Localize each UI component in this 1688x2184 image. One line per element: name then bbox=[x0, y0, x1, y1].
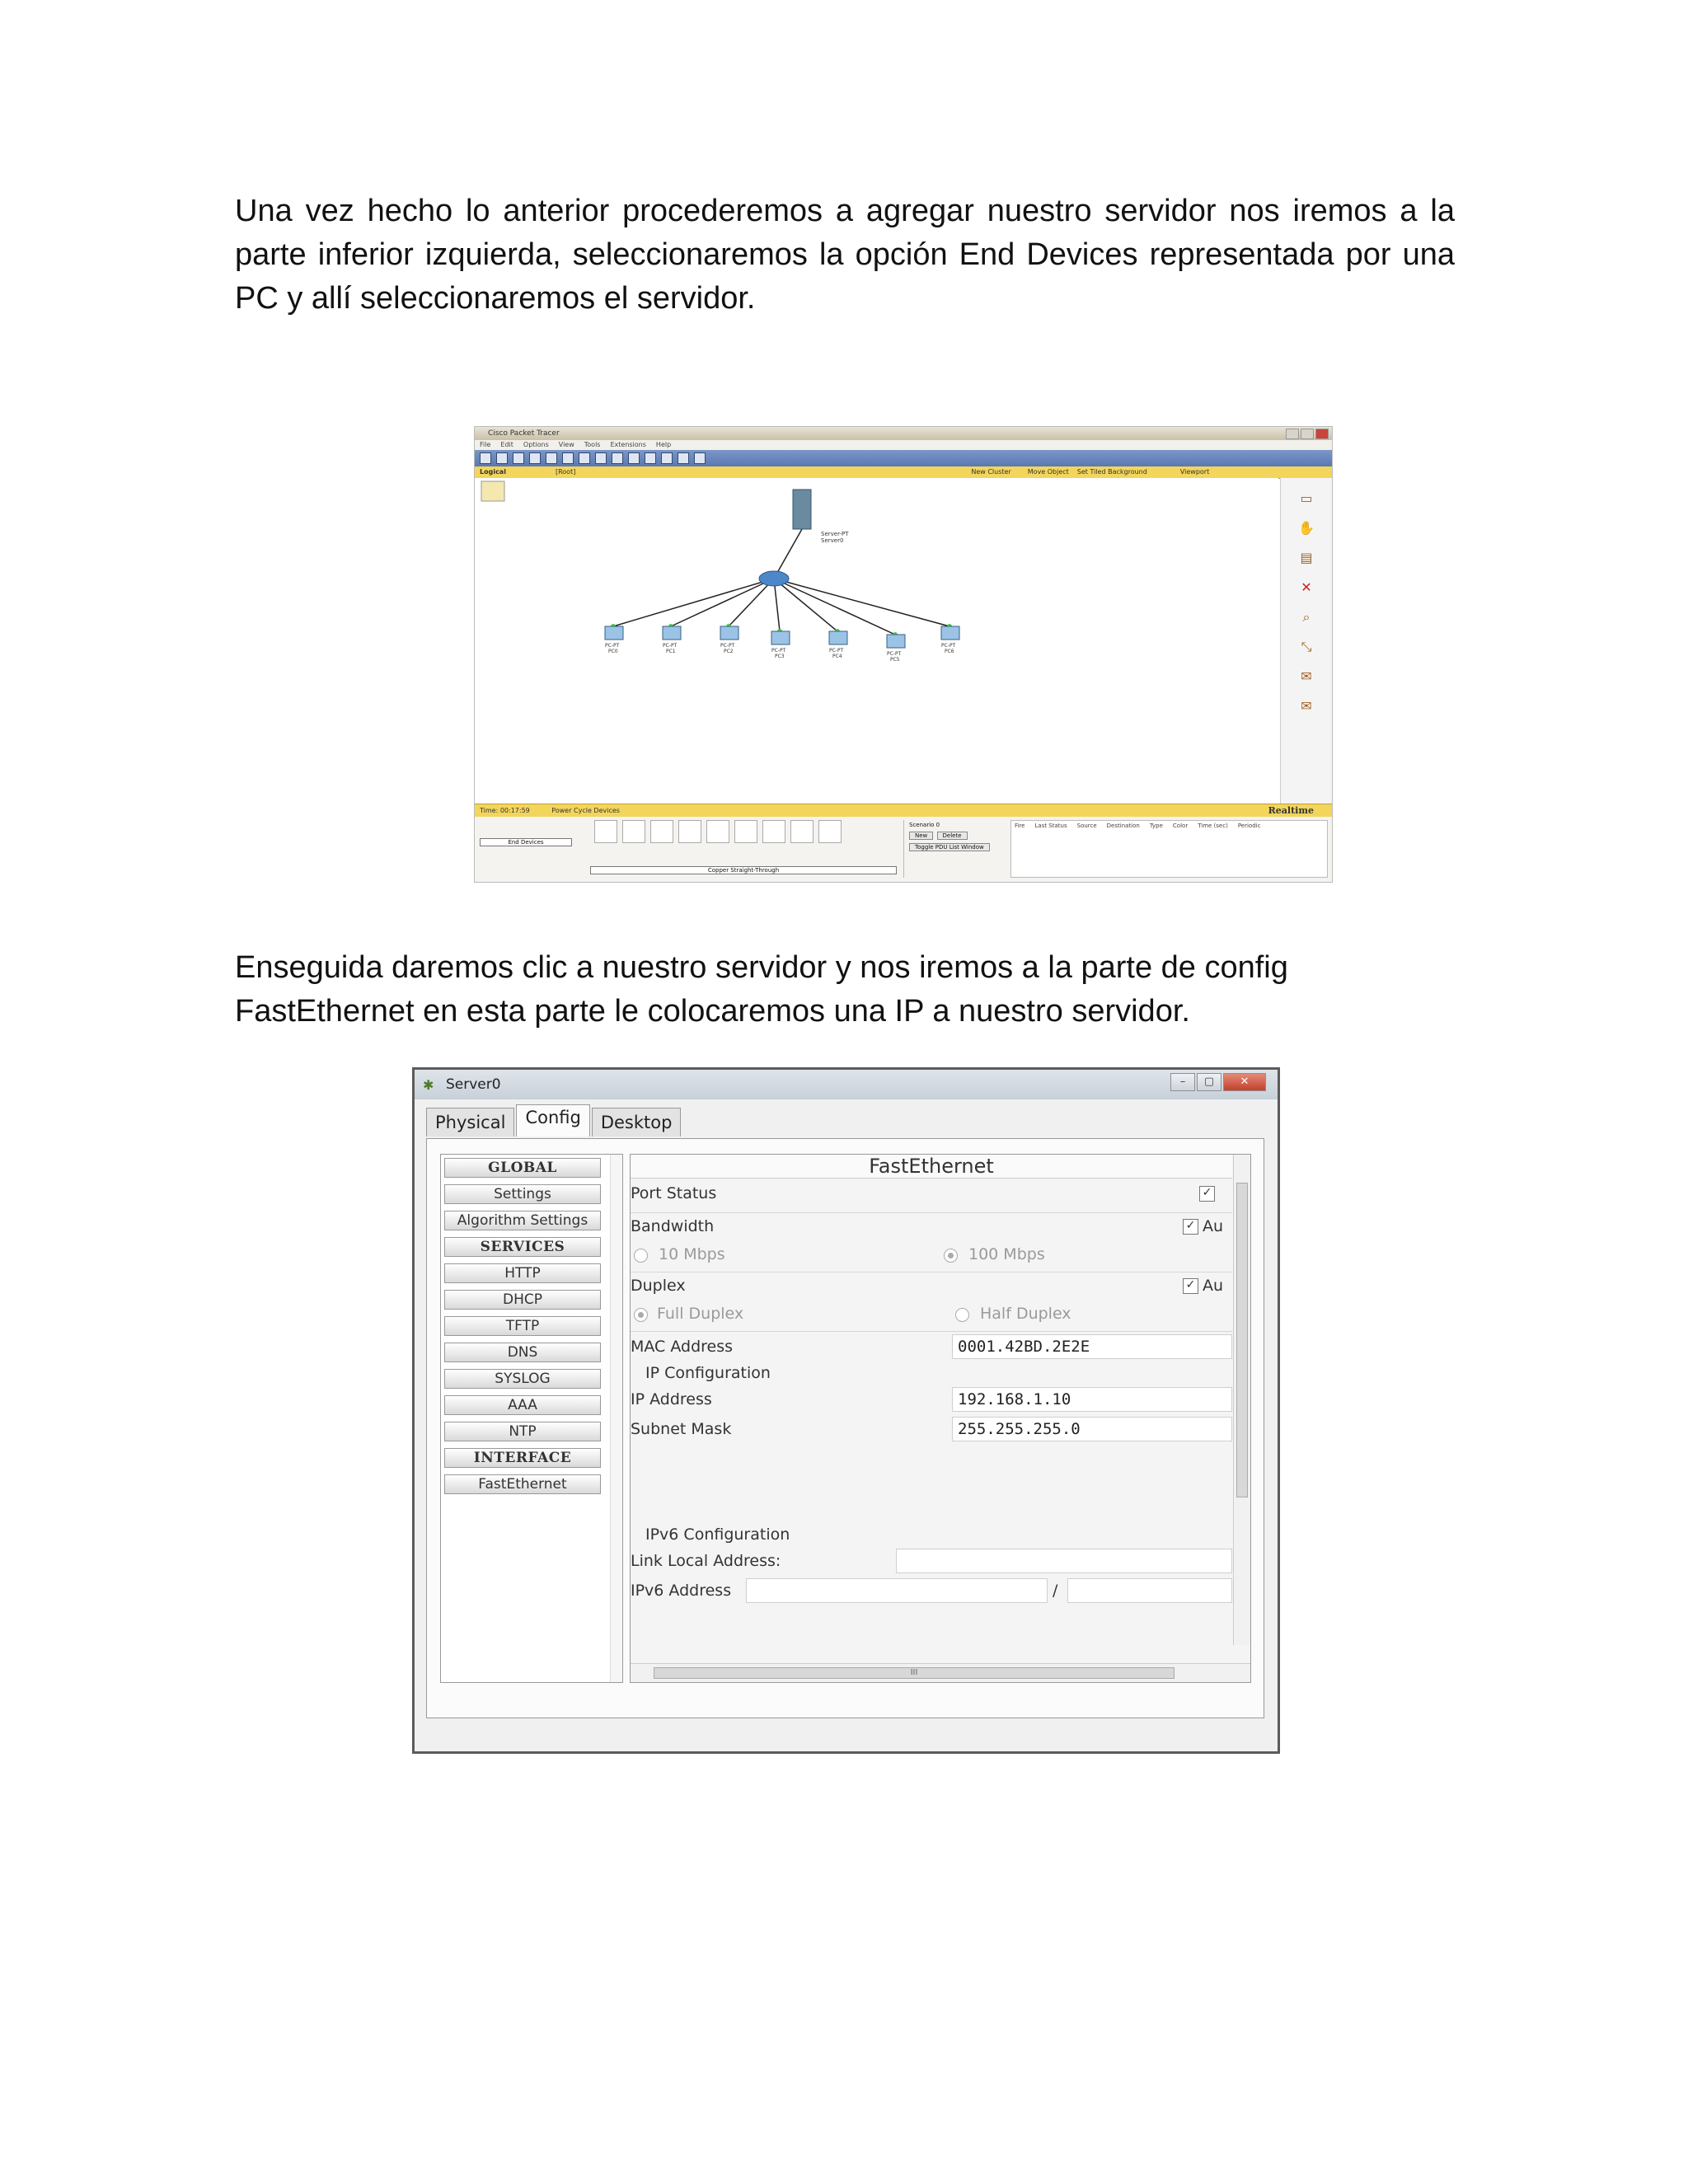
zoom-reset-icon[interactable] bbox=[645, 452, 656, 464]
pdu-list bbox=[1010, 820, 1328, 878]
pc-icon[interactable] bbox=[720, 626, 738, 640]
menu-options[interactable]: Options bbox=[523, 441, 549, 448]
duplex-auto-checkbox[interactable]: ✓ bbox=[1183, 1278, 1198, 1294]
subnet-mask-field[interactable]: 255.255.255.0 bbox=[952, 1417, 1232, 1441]
pt-right-toolbar bbox=[1280, 478, 1332, 808]
radio-full-duplex[interactable] bbox=[634, 1308, 648, 1322]
nav-scrollbar[interactable] bbox=[610, 1155, 622, 1682]
nav-tftp[interactable]: TFTP bbox=[444, 1316, 601, 1336]
pc-model-label: PC-PT bbox=[941, 643, 956, 649]
maximize-icon[interactable]: ▢ bbox=[1197, 1073, 1221, 1091]
pc-icon[interactable] bbox=[771, 631, 790, 644]
tab-desktop[interactable]: Desktop bbox=[592, 1108, 682, 1137]
pc-name-label: PC2 bbox=[724, 649, 734, 654]
tab-config[interactable]: Config bbox=[516, 1104, 589, 1137]
subnet-mask-label: Subnet Mask bbox=[631, 1420, 732, 1438]
pc-icon[interactable] bbox=[829, 631, 847, 644]
server-window-title: Server0 bbox=[446, 1076, 501, 1093]
auto-connection-icon[interactable] bbox=[594, 820, 617, 843]
radio-100mbps[interactable] bbox=[944, 1249, 958, 1263]
prefix-slash: / bbox=[1053, 1582, 1058, 1600]
menu-view[interactable]: View bbox=[558, 441, 574, 448]
minimize-icon[interactable]: – bbox=[1170, 1073, 1195, 1091]
radio-10mbps[interactable] bbox=[634, 1249, 648, 1263]
new-icon[interactable] bbox=[480, 452, 491, 464]
palette-icon[interactable] bbox=[678, 452, 689, 464]
pt-toolbar bbox=[475, 450, 1332, 466]
server-icon[interactable] bbox=[793, 490, 811, 529]
ip-address-field[interactable]: 192.168.1.10 bbox=[952, 1387, 1232, 1412]
nav-settings[interactable]: Settings bbox=[444, 1184, 601, 1204]
link-local-label: Link Local Address: bbox=[631, 1552, 781, 1570]
scroll-thumb[interactable] bbox=[1236, 1183, 1248, 1497]
realtime-label[interactable]: Realtime bbox=[1268, 805, 1314, 816]
server-config-window bbox=[412, 1067, 1280, 1754]
undo-icon[interactable] bbox=[595, 452, 607, 464]
inspect-icon[interactable]: ⌕ bbox=[1302, 609, 1311, 625]
divider bbox=[631, 1331, 1232, 1332]
phone-cable-icon[interactable] bbox=[734, 820, 757, 843]
settings-header: FastEthernet bbox=[631, 1155, 1232, 1179]
pc-name-label: PC4 bbox=[832, 654, 842, 659]
open-icon[interactable] bbox=[496, 452, 508, 464]
copy-icon[interactable] bbox=[562, 452, 574, 464]
serial-dce-icon[interactable] bbox=[790, 820, 814, 843]
pt-title: Cisco Packet Tracer bbox=[488, 429, 560, 438]
paragraph-config-line2: FastEthernet en esta parte le colocaremos una IP a nuestro servidor. bbox=[235, 994, 1190, 1029]
label-full-duplex: Full Duplex bbox=[657, 1305, 744, 1323]
pt-bottom-panel bbox=[475, 817, 1332, 882]
pdu-col-periodic: Periodic bbox=[1237, 823, 1261, 829]
nav-aaa[interactable]: AAA bbox=[444, 1395, 601, 1415]
pdu-col-destination: Destination bbox=[1106, 823, 1140, 829]
pc-icon[interactable] bbox=[605, 626, 623, 640]
pc-name-label: PC1 bbox=[666, 649, 676, 654]
close-icon[interactable] bbox=[1315, 429, 1329, 439]
custom-device-icon[interactable] bbox=[694, 452, 706, 464]
divider bbox=[631, 1212, 1232, 1213]
delete-scenario-button[interactable]: Delete bbox=[937, 832, 968, 840]
nav-interface: INTERFACE bbox=[444, 1448, 601, 1468]
new-scenario-button[interactable]: New bbox=[909, 832, 933, 840]
settings-vertical-scrollbar[interactable] bbox=[1233, 1155, 1250, 1645]
complex-pdu-icon[interactable]: ✉ bbox=[1301, 698, 1312, 714]
config-panel bbox=[426, 1138, 1264, 1718]
duplex-auto-label: Au bbox=[1203, 1277, 1224, 1295]
server-model-label: Server-PT bbox=[821, 531, 849, 537]
serial-dte-icon[interactable] bbox=[818, 820, 842, 843]
pt-workspace-bar bbox=[475, 466, 1332, 479]
root-folder-icon[interactable] bbox=[481, 481, 504, 501]
end-devices-label: End Devices bbox=[480, 838, 572, 846]
switch-icon[interactable] bbox=[759, 571, 789, 586]
pt-statusbar bbox=[475, 804, 1332, 817]
packet-tracer-screenshot bbox=[474, 426, 1333, 883]
label-half-duplex: Half Duplex bbox=[980, 1305, 1071, 1323]
mac-address-field[interactable]: 0001.42BD.2E2E bbox=[952, 1334, 1232, 1359]
crossover-icon[interactable] bbox=[678, 820, 701, 843]
nav-global: GLOBAL bbox=[444, 1158, 601, 1178]
radio-half-duplex[interactable] bbox=[955, 1308, 969, 1322]
root-label: [Root] bbox=[555, 468, 576, 476]
pc-model-label: PC-PT bbox=[605, 643, 620, 649]
connection-label: Copper Straight-Through bbox=[590, 866, 897, 874]
label-100mbps: 100 Mbps bbox=[968, 1245, 1045, 1263]
tab-logical[interactable]: Logical bbox=[480, 468, 506, 476]
nav-http[interactable]: HTTP bbox=[444, 1263, 601, 1283]
ipv6-address-field[interactable] bbox=[746, 1578, 1048, 1603]
link-pc4 bbox=[774, 579, 837, 631]
menu-edit[interactable]: Edit bbox=[500, 441, 513, 448]
pdu-col-type: Type bbox=[1149, 823, 1163, 829]
nav-syslog[interactable]: SYSLOG bbox=[444, 1369, 601, 1389]
ip-configuration-label: IP Configuration bbox=[645, 1364, 771, 1382]
link-local-field[interactable] bbox=[896, 1549, 1232, 1573]
ip-address-label: IP Address bbox=[631, 1390, 712, 1408]
set-tiled-background[interactable]: Set Tiled Background bbox=[1076, 468, 1147, 476]
scenario-panel bbox=[903, 820, 1002, 878]
delete-icon[interactable]: ✕ bbox=[1301, 579, 1312, 595]
duplex-label: Duplex bbox=[631, 1277, 686, 1295]
settings-horizontal-scrollbar[interactable] bbox=[631, 1663, 1250, 1682]
ipv6-configuration-label: IPv6 Configuration bbox=[645, 1526, 790, 1544]
bandwidth-auto-label: Au bbox=[1203, 1217, 1224, 1235]
pdu-col-source: Source bbox=[1076, 823, 1097, 829]
pc-icon[interactable] bbox=[663, 626, 681, 640]
maximize-icon[interactable] bbox=[1301, 429, 1314, 439]
nav-algorithm-settings[interactable]: Algorithm Settings bbox=[444, 1211, 601, 1230]
pc-icon[interactable] bbox=[887, 635, 905, 648]
connection-types bbox=[594, 820, 842, 843]
pc-icon[interactable] bbox=[941, 626, 959, 640]
nav-dhcp[interactable]: DHCP bbox=[444, 1290, 601, 1310]
pt-canvas[interactable] bbox=[475, 478, 1278, 804]
mac-address-label: MAC Address bbox=[631, 1338, 734, 1356]
pc-model-label: PC-PT bbox=[663, 643, 678, 649]
ipv6-prefix-field[interactable] bbox=[1067, 1578, 1232, 1603]
power-cycle-button[interactable]: Power Cycle Devices bbox=[551, 807, 620, 814]
link-pc3 bbox=[774, 579, 780, 631]
paragraph-config-line1: Enseguida daremos clic a nuestro servidor y nos iremos a la parte de config bbox=[235, 950, 1288, 985]
zoom-in-icon[interactable] bbox=[628, 452, 640, 464]
nav-dns[interactable]: DNS bbox=[444, 1343, 601, 1362]
pdu-col-time: Time (sec) bbox=[1198, 823, 1228, 829]
coaxial-icon[interactable] bbox=[762, 820, 785, 843]
nav-services: SERVICES bbox=[444, 1237, 601, 1257]
server-tabs bbox=[426, 1108, 682, 1137]
time-label: Time: 00:17:59 bbox=[480, 807, 530, 814]
resize-shape-icon[interactable]: ⤡ bbox=[1301, 639, 1312, 654]
pc-model-label: PC-PT bbox=[887, 651, 902, 657]
console-cable-icon[interactable] bbox=[622, 820, 645, 843]
straight-through-icon[interactable] bbox=[650, 820, 673, 843]
ipv6-address-label: IPv6 Address bbox=[631, 1582, 732, 1600]
pc-name-label: PC3 bbox=[775, 654, 785, 659]
paragraph-config-server bbox=[235, 946, 1455, 1033]
pc-name-label: PC6 bbox=[945, 649, 954, 654]
label-10mbps: 10 Mbps bbox=[659, 1245, 725, 1263]
bandwidth-auto-checkbox[interactable]: ✓ bbox=[1183, 1219, 1198, 1235]
note-icon[interactable]: ▤ bbox=[1300, 550, 1313, 565]
new-cluster[interactable]: New Cluster bbox=[971, 468, 1011, 476]
paragraph-add-server: Una vez hecho lo anterior procederemos a agregar nuestro servidor nos iremos a la parte inferior izquierda, seleccionaremos la opción End Devices representada por una PC y allí seleccionaremos el servidor. bbox=[235, 194, 1455, 316]
server-window-titlebar bbox=[415, 1070, 1278, 1099]
print-icon[interactable] bbox=[529, 452, 541, 464]
menu-tools[interactable]: Tools bbox=[584, 441, 601, 448]
port-status-label: Port Status bbox=[631, 1184, 717, 1202]
toggle-pdu-button[interactable]: Toggle PDU List Window bbox=[909, 843, 990, 851]
viewport[interactable]: Viewport bbox=[1179, 468, 1210, 476]
wizard-icon[interactable] bbox=[546, 452, 557, 464]
port-status-checkbox[interactable]: ✓ bbox=[1199, 1186, 1215, 1202]
config-nav bbox=[440, 1154, 623, 1683]
move-layout-icon[interactable]: ✋ bbox=[1298, 520, 1315, 536]
scenario-select[interactable]: Scenario 0 bbox=[909, 822, 940, 828]
simple-pdu-icon[interactable]: ✉ bbox=[1301, 668, 1312, 684]
zoom-out-icon[interactable] bbox=[661, 452, 673, 464]
nav-fastethernet[interactable]: FastEthernet bbox=[444, 1474, 601, 1494]
pc-name-label: PC0 bbox=[608, 649, 618, 654]
redo-icon[interactable] bbox=[612, 452, 623, 464]
menu-extensions[interactable]: Extensions bbox=[610, 441, 646, 448]
tab-physical[interactable]: Physical bbox=[426, 1108, 514, 1137]
network-topology bbox=[475, 478, 1278, 804]
fiber-icon[interactable] bbox=[706, 820, 729, 843]
server-name-label: Server0 bbox=[821, 537, 844, 544]
pc-model-label: PC-PT bbox=[829, 648, 844, 654]
save-icon[interactable] bbox=[513, 452, 524, 464]
pc-name-label: PC5 bbox=[890, 657, 900, 663]
select-icon[interactable]: ▭ bbox=[1300, 490, 1313, 506]
menu-help[interactable]: Help bbox=[655, 441, 672, 448]
minimize-icon[interactable] bbox=[1286, 429, 1299, 439]
move-object[interactable]: Move Object bbox=[1027, 468, 1069, 476]
pdu-col-fire: Fire bbox=[1015, 823, 1025, 829]
pt-titlebar bbox=[475, 427, 1332, 440]
nav-ntp[interactable]: NTP bbox=[444, 1422, 601, 1441]
close-icon[interactable]: ✕ bbox=[1223, 1073, 1266, 1091]
pt-menubar bbox=[475, 440, 1332, 450]
link-pc0 bbox=[613, 579, 774, 626]
menu-file[interactable]: File bbox=[480, 441, 491, 448]
pc-group bbox=[605, 626, 959, 663]
scroll-thumb[interactable]: III bbox=[654, 1667, 1175, 1679]
fastethernet-settings bbox=[630, 1154, 1251, 1683]
pc-model-label: PC-PT bbox=[720, 643, 735, 649]
packet-tracer-icon: ✱ bbox=[423, 1077, 434, 1093]
paste-icon[interactable] bbox=[579, 452, 590, 464]
pc-model-label: PC-PT bbox=[771, 648, 786, 654]
link-pc1 bbox=[671, 579, 774, 626]
pdu-col-last-status: Last Status bbox=[1034, 823, 1067, 829]
pdu-col-color: Color bbox=[1172, 823, 1189, 829]
bandwidth-label: Bandwidth bbox=[631, 1217, 715, 1235]
